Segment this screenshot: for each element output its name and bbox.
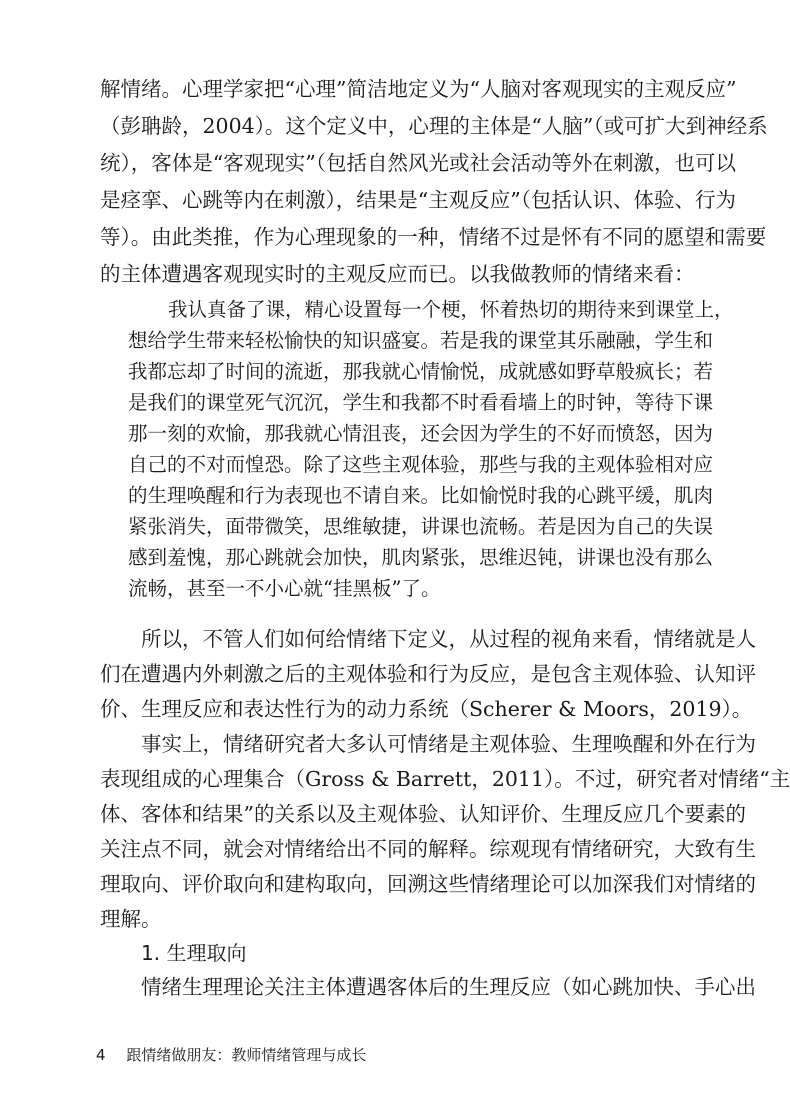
paragraph-2 xyxy=(100,622,790,937)
text-line: 的生理唤醒和行为表现也不请自来。比如愉悦时我的心跳平缓，肌肉 xyxy=(128,484,714,507)
text-line: 流畅，甚至一不小心就“挂黑板”了。 xyxy=(128,577,441,600)
text-line: 我认真备了课，精心设置每一个梗，怀着热切的期待来到课堂上， xyxy=(168,298,734,321)
text-line: （彭聃龄，2004）。这个定义中，心理的主体是“人脑”（或可扩大到神经系 xyxy=(100,114,768,138)
text-line: 想给学生带来轻松愉快的知识盛宴。若是我的课堂其乐融融，学生和 xyxy=(128,329,714,352)
text-line: 是痉挛、心跳等内在刺激），结果是“主观反应”（包括认识、体验、行为 xyxy=(100,188,736,212)
book-title: 跟情绪做朋友：教师情绪管理与成长 xyxy=(126,1046,367,1064)
paragraph-1 xyxy=(100,71,768,293)
text-line: 等）。由此类推，作为心理现象的一种，情绪不过是怀有不同的愿望和需要 xyxy=(100,225,767,249)
text-line: 是我们的课堂死气沉沉，学生和我都不时看看墙上的时钟，等待下课 xyxy=(128,391,714,414)
block-quote xyxy=(128,294,734,604)
text-line: 价、生理反应和表达性行为的动力系统（Scherer & Moors，2019）。 xyxy=(100,697,753,721)
section-heading: 1. 生理取向 xyxy=(141,941,247,965)
text-line: 表现组成的心理集合（Gross & Barrett，2011）。不过，研究者对情绪“主 xyxy=(100,767,790,791)
page-number: 4 xyxy=(96,1046,106,1064)
text-line: 感到羞愧，那心跳就会加快，肌肉紧张，思维迟钝，讲课也没有那么 xyxy=(128,546,714,569)
text-line: 那一刻的欢愉，那我就心情沮丧，还会因为学生的不好而愤怒，因为 xyxy=(128,422,714,445)
text-line: 统），客体是“客观现实”（包括自然风光或社会活动等外在刺激，也可以 xyxy=(100,151,736,175)
text-line: 解情绪。心理学家把“心理”简洁地定义为“人脑对客观现实的主观反应” xyxy=(100,77,737,101)
text-line: 关注点不同，就会对情绪给出不同的解释。综观现有情绪研究，大致有生 xyxy=(100,837,756,861)
text-line: 的主体遭遇客观现实时的主观反应而已。以我做教师的情绪来看： xyxy=(100,262,695,286)
text-line: 所以，不管人们如何给情绪下定义，从过程的视角来看，情绪就是人 xyxy=(141,627,756,651)
text-line: 体、客体和结果”的关系以及主观体验、认知评价、生理反应几个要素的 xyxy=(100,802,746,826)
text-line: 自己的不对而惶恐。除了这些主观体验，那些与我的主观体验相对应 xyxy=(128,453,714,476)
text-line: 们在遭遇内外刺激之后的主观体验和行为反应，是包含主观体验、认知评 xyxy=(100,662,756,686)
page-footer xyxy=(96,1044,382,1065)
text-line: 情绪生理理论关注主体遭遇客体后的生理反应（如心跳加快、手心出 xyxy=(141,975,756,999)
text-line: 我都忘却了时间的流逝，那我就心情愉悦，成就感如野草般疯长；若 xyxy=(128,360,714,383)
paragraph-4 xyxy=(100,970,756,1005)
text-line: 理解。 xyxy=(100,907,162,931)
text-line: 事实上，情绪研究者大多认可情绪是主观体验、生理唤醒和外在行为 xyxy=(141,732,756,756)
text-line: 理取向、评价取向和建构取向，回溯这些情绪理论可以加深我们对情绪的 xyxy=(100,872,756,896)
text-line: 紧张消失，面带微笑，思维敏捷，讲课也流畅。若是因为自己的失误 xyxy=(128,515,714,538)
